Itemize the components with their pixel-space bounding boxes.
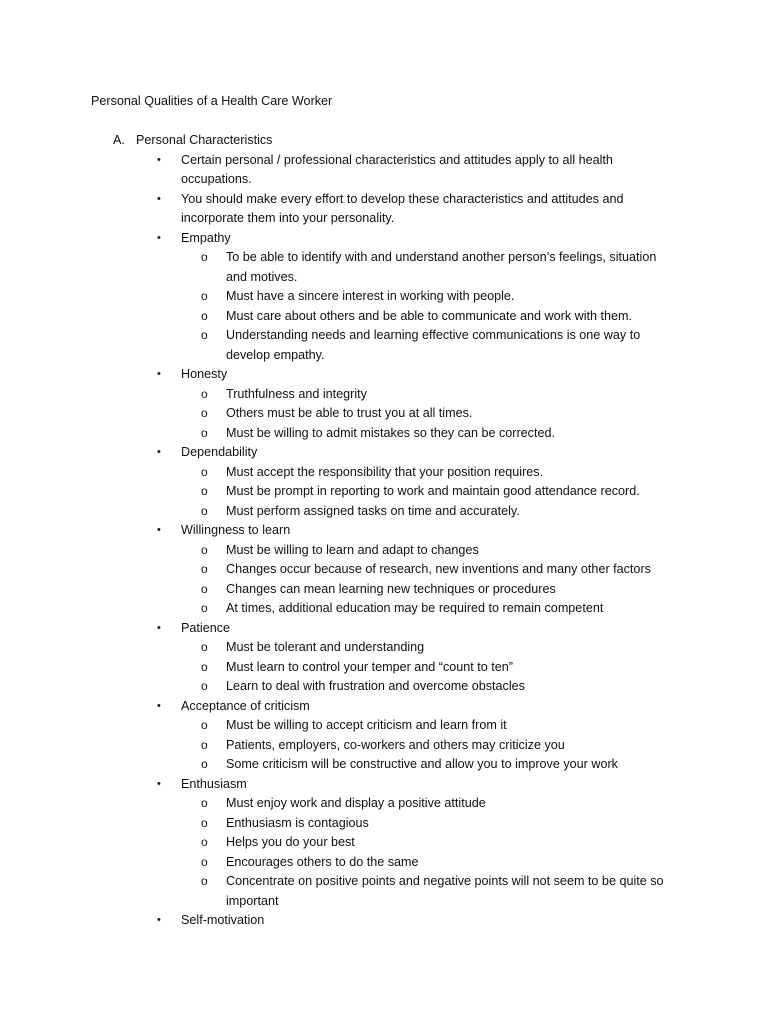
- sub-point: [0, 638, 768, 658]
- bullet-item-continuation: [0, 209, 768, 229]
- sub-point: [0, 560, 768, 580]
- bullet-item: [0, 190, 768, 210]
- circle-bullet-icon: o: [201, 308, 208, 323]
- quality-heading: [0, 521, 768, 541]
- sub-point: [0, 424, 768, 444]
- sub-point: [0, 502, 768, 522]
- sub-point: [0, 677, 768, 697]
- circle-bullet-icon: o: [201, 562, 208, 576]
- circle-bullet-icon: o: [201, 542, 208, 557]
- sub-point: [0, 326, 768, 346]
- sub-point: [0, 872, 768, 892]
- sub-point: [0, 482, 768, 502]
- circle-bullet-icon: o: [201, 386, 208, 401]
- bullet-icon: •: [157, 914, 161, 926]
- circle-bullet-icon: o: [201, 854, 208, 869]
- circle-bullet-icon: o: [201, 250, 208, 264]
- sub-point: [0, 385, 768, 405]
- sub-point-text: Patients, employers, co-workers and others may criticize you: [226, 737, 565, 752]
- bullet-icon: •: [157, 192, 161, 205]
- circle-bullet-icon: o: [201, 757, 208, 771]
- sub-point: [0, 853, 768, 873]
- sub-point-text: Learn to deal with frustration and overcome obstacles: [226, 679, 525, 693]
- circle-bullet-icon: o: [201, 737, 208, 752]
- sub-point: [0, 404, 768, 424]
- sub-point-text: Must have a sincere interest in working with people.: [226, 289, 515, 303]
- sub-point-text: Must care about others and be able to communicate and work with them.: [226, 308, 633, 323]
- sub-point: [0, 599, 768, 619]
- sub-point-text: Changes occur because of research, new inventions and many other factors: [226, 562, 651, 576]
- bullet-icon: •: [157, 524, 161, 536]
- bullet-icon: •: [157, 368, 161, 380]
- sub-point: [0, 716, 768, 736]
- quality-name: Honesty: [181, 367, 228, 381]
- quality-name: Willingness to learn: [181, 523, 291, 537]
- sub-point-text: Must perform assigned tasks on time and accurately.: [226, 503, 520, 518]
- circle-bullet-icon: o: [201, 640, 208, 654]
- quality-heading: [0, 443, 768, 463]
- sub-point: [0, 755, 768, 775]
- quality-name: Self-motivation: [181, 913, 265, 927]
- sub-point-text: Must be willing to learn and adapt to changes: [226, 542, 479, 557]
- bullet-icon: •: [157, 699, 161, 712]
- sub-point: [0, 794, 768, 814]
- sub-point: [0, 287, 768, 307]
- sub-point: [0, 658, 768, 678]
- sub-point-text: Must accept the responsibility that your position requires.: [226, 464, 544, 479]
- sub-point-text: Must be tolerant and understanding: [226, 640, 425, 654]
- sub-point-text: Others must be able to trust you at all times.: [226, 406, 473, 420]
- circle-bullet-icon: o: [201, 503, 208, 518]
- sub-point-text: Helps you do your best: [226, 835, 355, 849]
- quality-heading: [0, 619, 768, 639]
- circle-bullet-icon: o: [201, 835, 208, 849]
- bullet-icon: •: [157, 153, 161, 166]
- sub-point: [0, 463, 768, 483]
- sub-point: [0, 833, 768, 853]
- sub-point-text: important: [226, 893, 279, 908]
- bullet-icon: •: [157, 621, 161, 634]
- sub-point-text: To be able to identify with and understand another person’s feelings, situation: [226, 250, 657, 264]
- bullet-icon: •: [157, 777, 161, 790]
- sub-point-text: and motives.: [226, 269, 298, 284]
- circle-bullet-icon: o: [201, 659, 208, 674]
- sub-point-text: Must learn to control your temper and “count to ten”: [226, 659, 513, 674]
- sub-point-text: Enthusiasm is contagious: [226, 815, 369, 830]
- circle-bullet-icon: o: [201, 406, 208, 420]
- sub-point: [0, 736, 768, 756]
- sub-point: [0, 307, 768, 327]
- circle-bullet-icon: o: [201, 484, 208, 498]
- sub-point-text: Encourages others to do the same: [226, 854, 419, 869]
- sub-point-text: Truthfulness and integrity: [226, 386, 367, 401]
- circle-bullet-icon: o: [201, 601, 208, 615]
- circle-bullet-icon: o: [201, 874, 208, 888]
- sub-point: [0, 248, 768, 268]
- quality-heading: [0, 365, 768, 385]
- bullet-text: incorporate them into your personality.: [181, 211, 395, 225]
- sub-point-text: Must be willing to admit mistakes so they can be corrected.: [226, 425, 555, 440]
- sub-point-text: Must be prompt in reporting to work and maintain good attendance record.: [226, 484, 640, 498]
- circle-bullet-icon: o: [201, 796, 208, 810]
- bullet-item-continuation: [0, 170, 768, 190]
- bullet-text: You should make every effort to develop these characteristics and attitudes and: [181, 191, 624, 206]
- bullet-item: [0, 151, 768, 171]
- sub-point-continuation: [0, 346, 768, 366]
- sub-point-text: Changes can mean learning new techniques or procedures: [226, 581, 556, 596]
- sub-point-continuation: [0, 268, 768, 288]
- circle-bullet-icon: o: [201, 464, 208, 479]
- sub-point-text: Must enjoy work and display a positive attitude: [226, 796, 486, 810]
- section-title: Personal Characteristics: [136, 133, 273, 147]
- section-marker: A.: [113, 133, 125, 147]
- bullet-icon: •: [157, 231, 161, 244]
- sub-point-text: Must be willing to accept criticism and learn from it: [226, 718, 507, 732]
- circle-bullet-icon: o: [201, 718, 208, 732]
- sub-point-text: Understanding needs and learning effective communications is one way to: [226, 328, 641, 342]
- quality-name: Acceptance of criticism: [181, 698, 310, 713]
- bullet-text: Certain personal / professional characteristics and attitudes apply to all health: [181, 152, 613, 167]
- quality-name: Patience: [181, 620, 231, 635]
- quality-name: Empathy: [181, 230, 231, 245]
- circle-bullet-icon: o: [201, 289, 208, 303]
- quality-name: Enthusiasm: [181, 776, 247, 791]
- quality-heading: [0, 911, 768, 931]
- circle-bullet-icon: o: [201, 815, 208, 830]
- sub-point: [0, 814, 768, 834]
- sub-point: [0, 580, 768, 600]
- circle-bullet-icon: o: [201, 581, 208, 596]
- sub-point-text: develop empathy.: [226, 347, 325, 362]
- quality-heading: [0, 697, 768, 717]
- bullet-text: occupations.: [181, 172, 252, 186]
- circle-bullet-icon: o: [201, 679, 208, 693]
- sub-point-continuation: [0, 892, 768, 912]
- quality-name: Dependability: [181, 445, 258, 459]
- sub-point-text: At times, additional education may be required to remain competent: [226, 601, 604, 615]
- circle-bullet-icon: o: [201, 425, 208, 440]
- section-heading: [0, 131, 768, 151]
- quality-heading: [0, 775, 768, 795]
- sub-point: [0, 541, 768, 561]
- sub-point-text: Concentrate on positive points and negative points will not seem to be quite so: [226, 874, 664, 888]
- document-title: Personal Qualities of a Health Care Worker: [91, 94, 333, 108]
- circle-bullet-icon: o: [201, 328, 208, 342]
- sub-point-text: Some criticism will be constructive and allow you to improve your work: [226, 757, 618, 771]
- quality-heading: [0, 229, 768, 249]
- bullet-icon: •: [157, 446, 161, 458]
